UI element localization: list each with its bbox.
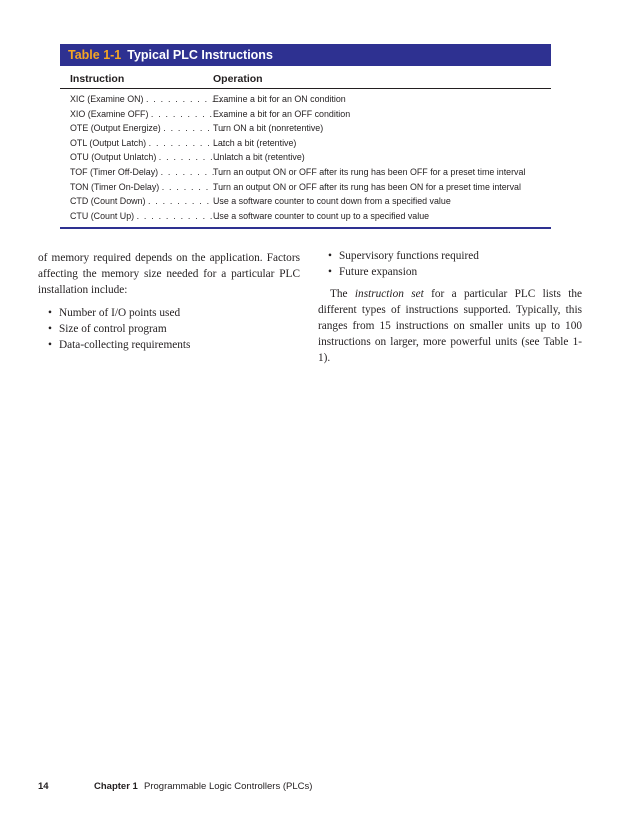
- instruction-name: OTL (Output Latch): [70, 137, 147, 148]
- bullet-icon: •: [48, 307, 52, 319]
- bullet-icon: •: [328, 250, 332, 262]
- page-footer: [38, 781, 598, 797]
- instruction-name: CTD (Count Down): [70, 196, 146, 207]
- leader-dots: . . . . . . . . .: [163, 123, 226, 134]
- instruction-name: TOF (Timer Off-Delay): [70, 166, 159, 177]
- operation-cell: Turn an output ON or OFF after its rung has been OFF for a preset time interval: [213, 166, 526, 177]
- instruction-name: CTU (Count Up): [70, 210, 135, 221]
- page-number: 14: [38, 781, 49, 792]
- table-row: [60, 210, 551, 225]
- instruction-cell: [70, 181, 225, 192]
- list-item-text: Data-collecting requirements: [59, 339, 191, 351]
- table-row: [60, 151, 551, 166]
- column-header-operation: Operation: [213, 73, 263, 85]
- operation-cell: Examine a bit for an OFF condition: [213, 108, 351, 119]
- operation-cell: Unlatch a bit (retentive): [213, 152, 305, 163]
- column-header-instruction: Instruction: [70, 73, 125, 85]
- instruction-name: XIC (Examine ON): [70, 94, 144, 104]
- list-item-text: Number of I/O points used: [59, 307, 181, 319]
- instruction-name: OTE (Output Energize): [70, 123, 161, 134]
- leader-dots: . . . . . . . . .: [160, 166, 223, 177]
- bullet-icon: •: [48, 323, 52, 335]
- table-title: Typical PLC Instructions: [127, 48, 273, 62]
- leader-dots: . . . . . . . . .: [158, 152, 222, 163]
- leader-dots: . . . . . . . . . . .: [147, 196, 225, 207]
- leader-dots: . . . . . . . . . . . . .: [136, 210, 229, 221]
- table-row: [60, 108, 551, 123]
- left-column: [38, 250, 300, 353]
- list-item-text: Supervisory functions required: [339, 250, 479, 262]
- list-item-text: Size of control program: [59, 323, 167, 335]
- instruction-name: OTU (Output Unlatch): [70, 152, 157, 163]
- operation-cell: Examine a bit for an ON condition: [213, 94, 346, 104]
- table-body: [60, 89, 551, 224]
- operation-cell: Use a software counter to count down from a specified value: [213, 196, 451, 207]
- left-paragraph: of memory required depends on the application. Factors affecting the memory size needed for a particular PLC installation include:: [38, 252, 300, 296]
- chapter-label: Chapter 1: [94, 781, 138, 792]
- paragraph-rest: for a particular PLC lists the different types of instructions supported. Typically, this ranges from 15 instructions on smaller units up to 100 instructions on larger, more powerful units (see Table 1-1).: [318, 288, 582, 364]
- list-item: [38, 321, 300, 337]
- table-caption: [60, 44, 551, 66]
- table-row: [60, 122, 551, 137]
- table-header-row: [60, 66, 551, 89]
- right-column: [318, 248, 582, 366]
- table-bottom-rule: [60, 227, 551, 229]
- leader-dots: . . . . . . . . . . .: [150, 108, 228, 119]
- right-bullet-list: [318, 248, 582, 280]
- list-item: [318, 264, 582, 280]
- leader-dots: . . . . . . . . .: [161, 181, 225, 192]
- operation-cell: Turn ON a bit (nonretentive): [213, 123, 324, 134]
- table-row: [60, 93, 551, 108]
- instruction-cell: [70, 137, 226, 148]
- table-row: [60, 137, 551, 152]
- instruction-cell: [70, 152, 222, 163]
- table-number: Table 1-1: [68, 48, 122, 62]
- bullet-icon: •: [48, 339, 52, 351]
- table-row: [60, 195, 551, 210]
- operation-cell: Turn an output ON or OFF after its rung has been ON for a preset time interval: [213, 181, 521, 192]
- list-item: [38, 337, 300, 353]
- list-item-text: Future expansion: [339, 266, 418, 278]
- term-instruction-set: instruction set: [354, 288, 424, 300]
- instructions-table: [60, 44, 551, 229]
- paragraph-lead: The: [330, 288, 355, 300]
- leader-dots: . . . . . . . . . . . .: [145, 94, 231, 104]
- operation-cell: Use a software counter to count up to a specified value: [213, 210, 430, 221]
- operation-cell: Latch a bit (retentive): [213, 137, 297, 148]
- instruction-cell: [70, 94, 231, 104]
- instruction-cell: [70, 166, 223, 177]
- leader-dots: . . . . . . . . . . .: [148, 137, 226, 148]
- instruction-cell: [70, 123, 226, 134]
- list-item: [318, 248, 582, 264]
- bullet-icon: •: [328, 266, 332, 278]
- instruction-cell: [70, 108, 228, 119]
- table-row: [60, 166, 551, 181]
- instruction-name: XIO (Examine OFF): [70, 108, 149, 119]
- instruction-cell: [70, 196, 225, 207]
- table-row: [60, 181, 551, 196]
- list-item: [38, 305, 300, 321]
- instruction-cell: [70, 210, 229, 221]
- instruction-name: TON (Timer On-Delay): [70, 181, 160, 192]
- right-paragraph: [318, 286, 582, 366]
- left-bullet-list: [38, 305, 300, 353]
- chapter-title: Programmable Logic Controllers (PLCs): [144, 781, 313, 792]
